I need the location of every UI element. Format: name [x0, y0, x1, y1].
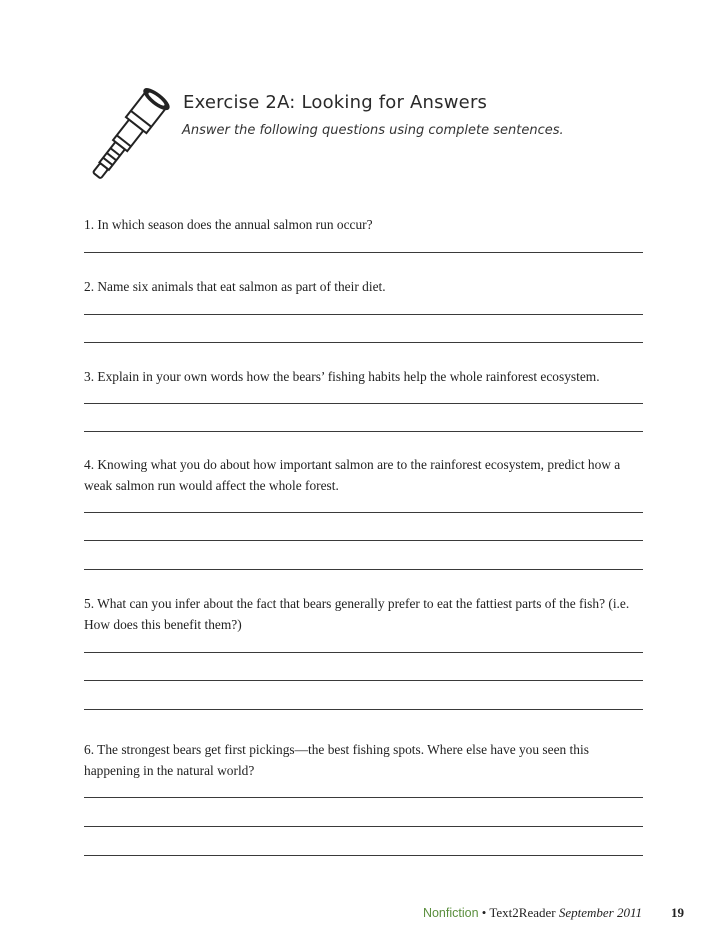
- question-6: 6. The strongest bears get first pickings—the best fishing spots. Where else have you seen this happening in the natural world?: [84, 742, 589, 778]
- answer-line[interactable]: [84, 855, 643, 856]
- answer-line[interactable]: [84, 512, 643, 513]
- answer-line[interactable]: [84, 797, 643, 798]
- spyglass-icon: [80, 78, 180, 188]
- question-2: 2. Name six animals that eat salmon as part of their diet.: [84, 279, 386, 294]
- question-3: 3. Explain in your own words how the bears’ fishing habits help the whole rainforest ecosystem.: [84, 369, 600, 384]
- page-footer: [423, 905, 642, 921]
- footer-section: Nonfiction: [422, 906, 479, 920]
- answer-line[interactable]: [84, 709, 643, 710]
- answer-line[interactable]: [84, 652, 643, 653]
- answer-line[interactable]: [84, 314, 643, 315]
- answer-line[interactable]: [84, 569, 643, 570]
- exercise-instructions: Answer the following questions using complete sentences.: [182, 123, 564, 138]
- answer-line[interactable]: [84, 680, 643, 681]
- exercise-title: Exercise 2A: Looking for Answers: [183, 92, 488, 113]
- footer-separator: •: [481, 905, 487, 920]
- footer-publication: Text2Reader: [489, 905, 556, 920]
- answer-line[interactable]: [84, 540, 643, 541]
- question-4: 4. Knowing what you do about how important salmon are to the rainforest ecosystem, predict how a weak salmon run would affect the whole forest.: [84, 457, 621, 493]
- answer-line[interactable]: [84, 431, 643, 432]
- question-1: 1. In which season does the annual salmon run occur?: [84, 217, 373, 232]
- footer-issue: September 2011: [558, 905, 642, 920]
- question-5: 5. What can you infer about the fact that bears generally prefer to eat the fattiest parts of the fish? (i.e. How does this benefit them?): [84, 596, 630, 632]
- answer-line[interactable]: [84, 252, 643, 253]
- answer-line[interactable]: [84, 342, 643, 343]
- page-number: 19: [671, 905, 684, 920]
- answer-line[interactable]: [84, 403, 643, 404]
- answer-line[interactable]: [84, 826, 643, 827]
